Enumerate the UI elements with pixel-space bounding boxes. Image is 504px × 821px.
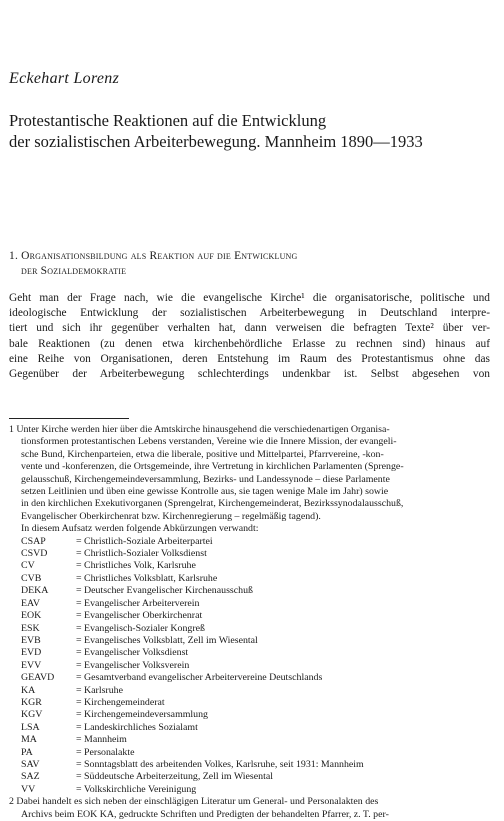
section-heading-line: 1. Organisationsbildung als Reaktion auf die Entwicklung [9,250,298,262]
body-line: bale Reaktionen (zu denen etwa kirchenbehördliche Erlasse zu rechnen sind) hinaus auf [9,337,490,350]
abbreviation-row: MA = Mannheim [21,734,127,746]
footnote-line: Evangelischer Oberkirchenrat bzw. Kirchenregierung – regelmäßig tagend). [21,510,321,522]
footnote-line: 2 Dabei handelt es sich neben der einschlägigen Literatur um General- und Personalakten des [9,796,379,808]
abbreviation-row: EVV = Evangelischer Volksverein [21,659,190,671]
body-line: tiert und sich ihr gegenüber verhalten hat, dann verweisen die befragten Texte² über ver- [9,322,490,335]
footnote-line: vente und -konferenzen, die Ortsgemeinde, ihre Vertretung in kirchlichen Parlamenten (Sprenge- [21,461,404,473]
title-line: der sozialistischen Arbeiterbewegung. Mannheim 1890—1933 [9,132,423,151]
abbreviation-row: ESK = Evangelisch-Sozialer Kongreß [21,622,205,634]
abbreviation-list [9,536,490,797]
footnote-line: in den kirchlichen Exekutivorganen (Sprengelrat, Kirchengemeinderat, Bezirkssynodalausschuß, [21,498,404,510]
footnote-line: setzen Leitlinien und üben eine gewisse Kontrolle aus, sie tagen wenige Male im Jahr) sowie [21,486,389,498]
article-title [9,110,489,152]
body-line: eine Reihe von Organisationen, deren Entstehung im Raum des Protestantismus ohne das [9,352,490,365]
body-line: Geht man der Frage nach, wie die evangelische Kirche¹ die organisatorische, politische und [9,292,490,304]
abbreviation-row: SAZ = Süddeutsche Arbeiterzeitung, Zell im Wiesental [21,771,273,783]
abbreviation-row: KA = Karlsruhe [21,684,123,696]
abbreviation-row: LSA = Landeskirchliches Sozialamt [21,721,198,733]
section-heading [9,249,489,279]
abbreviation-row: KGV = Kirchengemeindeversammlung [21,709,208,721]
footnote-line: In diesem Aufsatz werden folgende Abkürzungen verwandt: [21,523,259,535]
abbreviation-row: GEAVD = Gesamtverband evangelischer Arbeitervereine Deutschlands [21,672,323,684]
abbreviation-row: SAV = Sonntagsblatt des arbeitenden Volkes, Karlsruhe, seit 1931: Mannheim [21,758,364,770]
abbreviation-row: CVB = Christliches Volksblatt, Karlsruhe [21,572,218,584]
abbreviation-row: PA = Personalakte [21,746,135,758]
footnote-line: sche Bund, Kirchenparteien, etwa die liberale, positive und Mittelpartei, Pfarrvereine, -kon- [21,448,384,460]
body-line: Gegenüber der Arbeiterbewegung schlechterdings undenkbar ist. Selbst abgesehen von [9,368,490,381]
abbreviation-row: EVD = Evangelischer Volksdienst [21,647,189,659]
footnote-divider [9,418,129,419]
body-paragraph [9,291,490,382]
abbreviation-row: KGR = Kirchengemeinderat [21,696,165,708]
abbreviation-row: EAV = Evangelischer Arbeiterverein [21,597,200,609]
footnotes [9,424,490,821]
body-line: ideologische Entwicklung der sozialistischen Arbeiterbewegung in Deutschland interpre- [9,307,490,320]
footnote-line: gelausschuß, Kirchengemeindeversammlung, Bezirks- und Landessynode – diese Parlamente [21,473,390,485]
abbreviation-row: VV = Volkskirchliche Vereinigung [21,783,197,795]
abbreviation-row: CSAP = Christlich-Soziale Arbeiterpartei [21,535,213,547]
footnote-line: 1 Unter Kirche werden hier über die Amtskirche hinausgehend die verschiedenartigen Organisa- [9,424,390,435]
abbreviation-row: DEKA = Deutscher Evangelischer Kirchenausschuß [21,585,253,597]
section-heading-line: der Sozialdemokratie [21,265,127,277]
abbreviation-row: CSVD = Christlich-Sozialer Volksdienst [21,548,207,560]
abbreviation-row: EVB = Evangelisches Volksblatt, Zell im Wiesental [21,634,258,646]
footnote-line: tionsformen protestantischen Lebens verstanden, Vereine wie die Innere Mission, der evangeli- [21,436,397,448]
abbreviation-row: EOK = Evangelischer Oberkirchenrat [21,610,203,622]
title-line: Protestantische Reaktionen auf die Entwicklung [9,111,327,130]
author-name: Eckehart Lorenz [9,70,120,87]
footnote-line: Archivs beim EOK KA, gedruckte Schriften und Predigten der behandelten Pfarrer, z. T. per- [21,808,389,820]
abbreviation-row: CV = Christliches Volk, Karlsruhe [21,560,196,572]
